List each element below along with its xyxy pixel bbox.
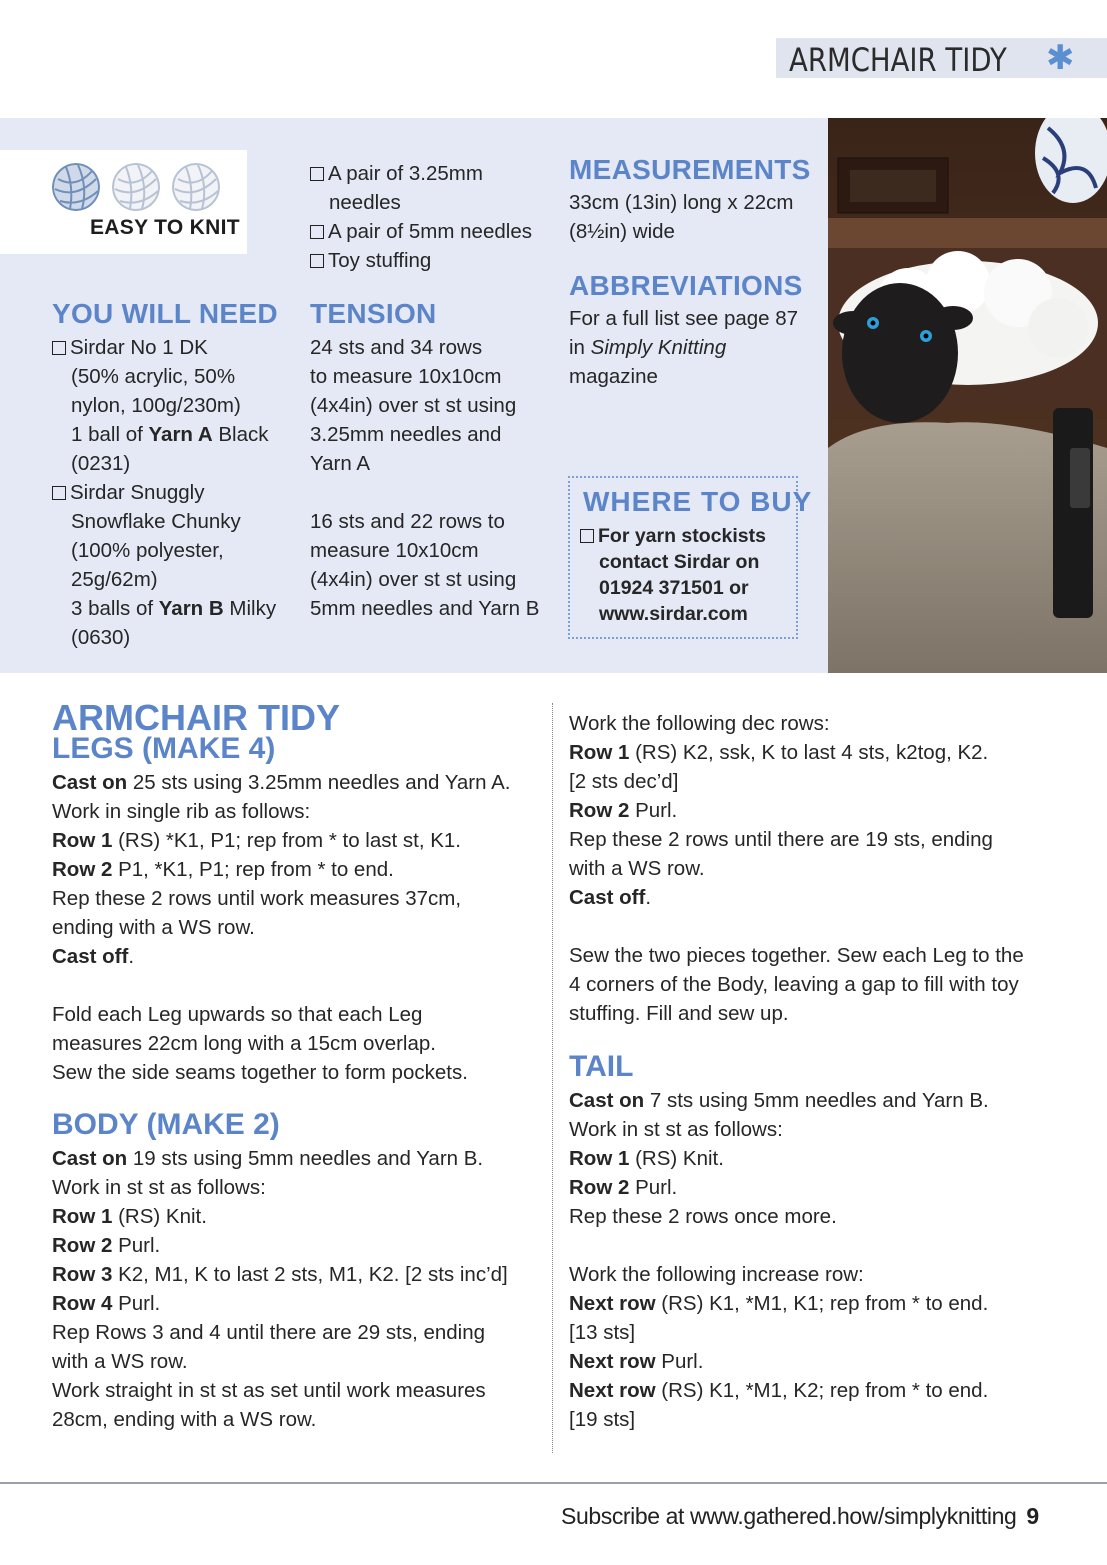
text-line: with a WS row. [569, 857, 705, 880]
text-line: 5mm needles and Yarn B [310, 597, 540, 620]
checkbox-icon [310, 167, 324, 181]
text-line: Fold each Leg upwards so that each Leg [52, 1003, 423, 1026]
text-line: 28cm, ending with a WS row. [52, 1408, 317, 1431]
text-line: measures 22cm long with a 15cm overlap. [52, 1032, 436, 1055]
list-item-line: needles [329, 191, 401, 214]
page-number: 9 [1026, 1503, 1039, 1529]
text-line: 16 sts and 22 rows to [310, 510, 505, 533]
needles-list [310, 159, 550, 275]
text-line: Rep Rows 3 and 4 until there are 29 sts, ending [52, 1321, 486, 1344]
text-line: [19 sts] [569, 1408, 636, 1431]
text-line: to measure 10x10cm [310, 365, 502, 388]
body-heading: BODY (MAKE 2) [52, 1108, 280, 1141]
text-line: Row 1 (RS) *K1, P1; rep from * to last st, K1. [52, 829, 461, 852]
text-line: Work in st st as follows: [52, 1176, 266, 1199]
yarn-ball-icon [112, 163, 160, 211]
difficulty-label: EASY TO KNIT [90, 216, 240, 239]
list-item-line: (0231) [71, 452, 131, 475]
list-item: Toy stuffing [310, 246, 550, 275]
text-line: Row 2 Purl. [569, 799, 678, 822]
footer-rule [0, 1482, 1107, 1484]
yarn-ball-icon [172, 163, 220, 211]
text-line: Cast on 25 sts using 3.25mm needles and Yarn A. [52, 771, 511, 794]
section-header-tag [776, 38, 1107, 78]
list-item: Sirdar Snuggly [52, 478, 292, 507]
text-line: Row 1 (RS) K2, ssk, K to last 4 sts, k2tog, K2. [569, 741, 989, 764]
text-line: (8½in) wide [569, 220, 675, 243]
text-line: Row 2 P1, *K1, P1; rep from * to end. [52, 858, 394, 881]
text-line: Rep these 2 rows until work measures 37cm, [52, 887, 462, 910]
checkbox-icon [580, 529, 594, 543]
text-line: stuffing. Fill and sew up. [569, 1002, 789, 1025]
list-item-line: nylon, 100g/230m) [71, 394, 241, 417]
text-line: contact Sirdar on [599, 551, 760, 573]
text-line: Sew the two pieces together. Sew each Leg to the [569, 944, 1024, 967]
text-line: Work in st st as follows: [569, 1118, 783, 1141]
asterisk-flower-icon: ✱ [1046, 39, 1075, 77]
list-item: A pair of 3.25mm [310, 159, 550, 188]
list-item-line: Snowflake Chunky [71, 510, 241, 533]
legs-instructions [52, 768, 542, 1087]
measurements-heading: MEASUREMENTS [569, 154, 811, 185]
spacer [52, 971, 542, 1000]
legs-heading: LEGS (MAKE 4) [52, 732, 276, 765]
text-line: Rep these 2 rows once more. [569, 1205, 837, 1228]
text-line: Cast on 7 sts using 5mm needles and Yarn B. [569, 1089, 989, 1112]
list-item-line: (50% acrylic, 50% [71, 365, 236, 388]
text-line: Row 3 K2, M1, K to last 2 sts, M1, K2. [2 sts inc’d] [52, 1263, 508, 1286]
text-line: Work in single rib as follows: [52, 800, 311, 823]
spacer [569, 912, 1089, 941]
text-line: magazine [569, 365, 658, 388]
text-line: Next row (RS) K1, *M1, K2; rep from * to end. [569, 1379, 989, 1402]
measurements-text [569, 188, 819, 246]
checkbox-icon [310, 254, 324, 268]
text-line: 33cm (13in) long x 22cm [569, 191, 794, 214]
text-line: For a full list see page 87 [569, 307, 799, 330]
text-line: 24 sts and 34 rows [310, 336, 483, 359]
section-header-title: ARMCHAIR TIDY [789, 41, 1007, 79]
spacer [310, 478, 550, 507]
text-line: ending with a WS row. [52, 916, 255, 939]
tension-text [310, 333, 550, 623]
text-line: Sew the side seams together to form pockets. [52, 1061, 468, 1084]
you-will-need-heading: YOU WILL NEED [52, 298, 278, 329]
list-item: A pair of 5mm needles [310, 217, 550, 246]
text-line: Yarn A [310, 452, 371, 475]
dec-instructions [569, 709, 1089, 1028]
list-item-line: (0630) [71, 626, 131, 649]
list-item-line: 1 ball of Yarn A Black [71, 423, 269, 446]
checkbox-icon [310, 225, 324, 239]
text-line: Row 1 (RS) Knit. [52, 1205, 207, 1228]
list-item: Sirdar No 1 DK [52, 333, 292, 362]
text-line: Work the following increase row: [569, 1263, 864, 1286]
text-line: 4 corners of the Body, leaving a gap to fill with toy [569, 973, 1019, 996]
sheep-armchair-photo [828, 118, 1107, 673]
list-item-line: (100% polyester, [71, 539, 224, 562]
column-divider [552, 703, 553, 1453]
text-line: (4x4in) over st st using [310, 568, 517, 591]
text-line: Next row Purl. [569, 1350, 704, 1373]
body-instructions [52, 1144, 542, 1434]
footer [561, 1503, 1039, 1530]
text-line: For yarn stockists [580, 523, 790, 549]
text-line: 01924 371501 or [599, 577, 749, 599]
where-to-buy-text [580, 523, 790, 627]
text-line: Work straight in st st as set until work measures [52, 1379, 486, 1402]
text-line: measure 10x10cm [310, 539, 479, 562]
list-item-line: 3 balls of Yarn B Milky [71, 597, 277, 620]
pattern-title: ARMCHAIR TIDY [52, 697, 340, 738]
difficulty-badge [0, 150, 247, 254]
text-line: Row 2 Purl. [52, 1234, 161, 1257]
tension-heading: TENSION [310, 298, 437, 329]
text-line: in Simply Knitting [569, 336, 727, 359]
text-line: Work the following dec rows: [569, 712, 830, 735]
sheep-photo-illustration [828, 118, 1107, 673]
footer-subscribe-link[interactable]: Subscribe at www.gathered.how/simplyknitting [561, 1503, 1017, 1529]
text-line: with a WS row. [52, 1350, 188, 1373]
yarn-ball-icon [52, 163, 100, 211]
text-line: Row 1 (RS) Knit. [569, 1147, 724, 1170]
text-line: Row 4 Purl. [52, 1292, 161, 1315]
text-line: Rep these 2 rows until there are 19 sts, ending [569, 828, 993, 851]
text-line: Next row (RS) K1, *M1, K1; rep from * to end. [569, 1292, 989, 1315]
text-line: 3.25mm needles and [310, 423, 502, 446]
list-item-line: 25g/62m) [71, 568, 158, 591]
spacer [569, 1231, 1089, 1260]
text-line: (4x4in) over st st using [310, 394, 517, 417]
checkbox-icon [52, 486, 66, 500]
abbreviations-heading: ABBREVIATIONS [569, 270, 803, 301]
tail-instructions [569, 1086, 1089, 1434]
materials-list [52, 333, 292, 652]
text-line: [2 sts dec’d] [569, 770, 679, 793]
tail-heading: TAIL [569, 1050, 634, 1083]
text-line: [13 sts] [569, 1321, 636, 1344]
abbreviations-text [569, 304, 819, 391]
website-link[interactable]: www.sirdar.com [599, 603, 748, 625]
text-line: Row 2 Purl. [569, 1176, 678, 1199]
text-line: Cast on 19 sts using 5mm needles and Yarn B. [52, 1147, 484, 1170]
checkbox-icon [52, 341, 66, 355]
where-to-buy-heading: WHERE TO BUY [583, 486, 813, 517]
text-line: Cast off. [569, 886, 652, 909]
text-line: Cast off. [52, 945, 135, 968]
